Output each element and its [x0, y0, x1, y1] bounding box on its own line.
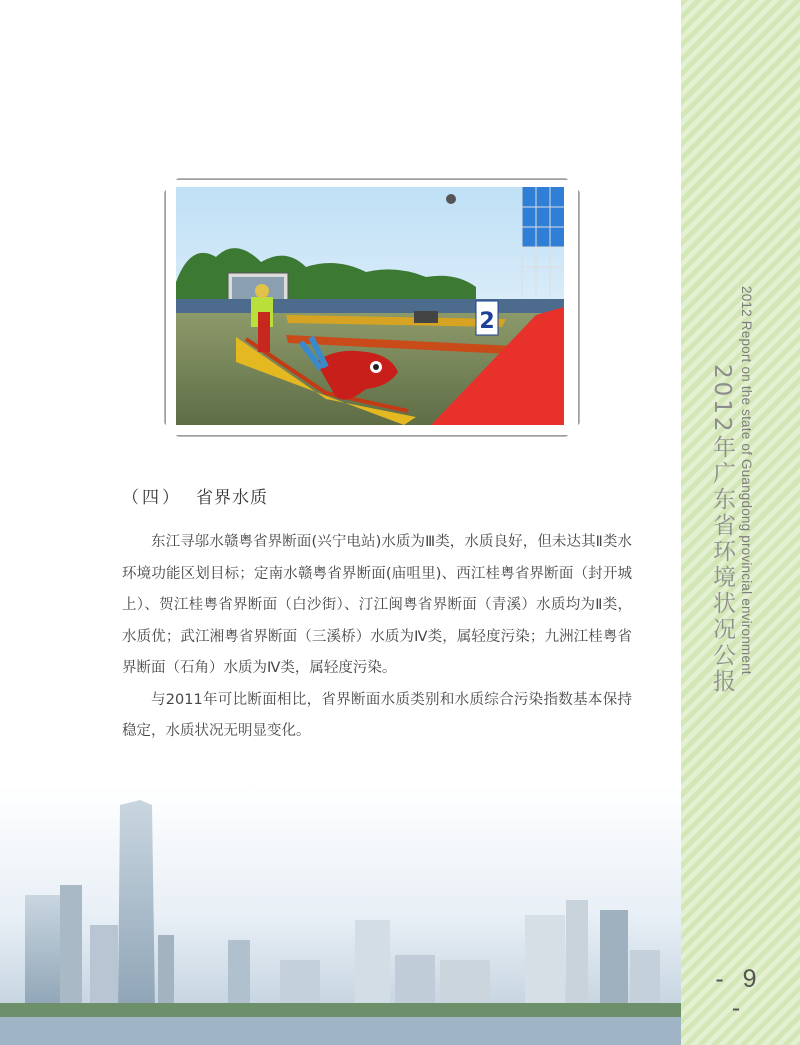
boat-number: 2: [479, 309, 495, 334]
paragraph-2: 与2011年可比断面相比，省界断面水质类别和水质综合污染指数基本保持稳定，水质状况无明显变化。: [122, 691, 632, 739]
page-number: - 9 -: [715, 965, 763, 1022]
city-skyline-image: [0, 785, 681, 1045]
dragon-boat-photo: [176, 187, 564, 425]
report-title-chinese: 2012年广东省环境状况公报: [709, 364, 735, 695]
report-title-english: 2012 Report on the state of Guangdong provincial environment: [739, 286, 754, 675]
section-number: （四）: [122, 488, 182, 508]
body-text: [122, 527, 632, 748]
section-heading: [122, 483, 268, 508]
sidebar-title: [706, 286, 754, 695]
section-title: 省界水质: [196, 488, 268, 508]
paragraph-1: 东江寻邬水赣粤省界断面(兴宁电站)水质为Ⅲ类，水质良好，但未达其Ⅱ类水环境功能区划目标；定南水赣粤省界断面(庙咀里)、西江桂粤省界断面（封开城上）、贺江桂粤省界断面（白沙街）、汀江闽粤省界断面（青溪）水质均为Ⅱ类，水质优；武江湘粤省界断面（三溪桥）水质为Ⅳ类，属轻度污染；九洲江桂粤省界断面（石角）水质为Ⅳ类，属轻度污染。: [122, 534, 632, 676]
